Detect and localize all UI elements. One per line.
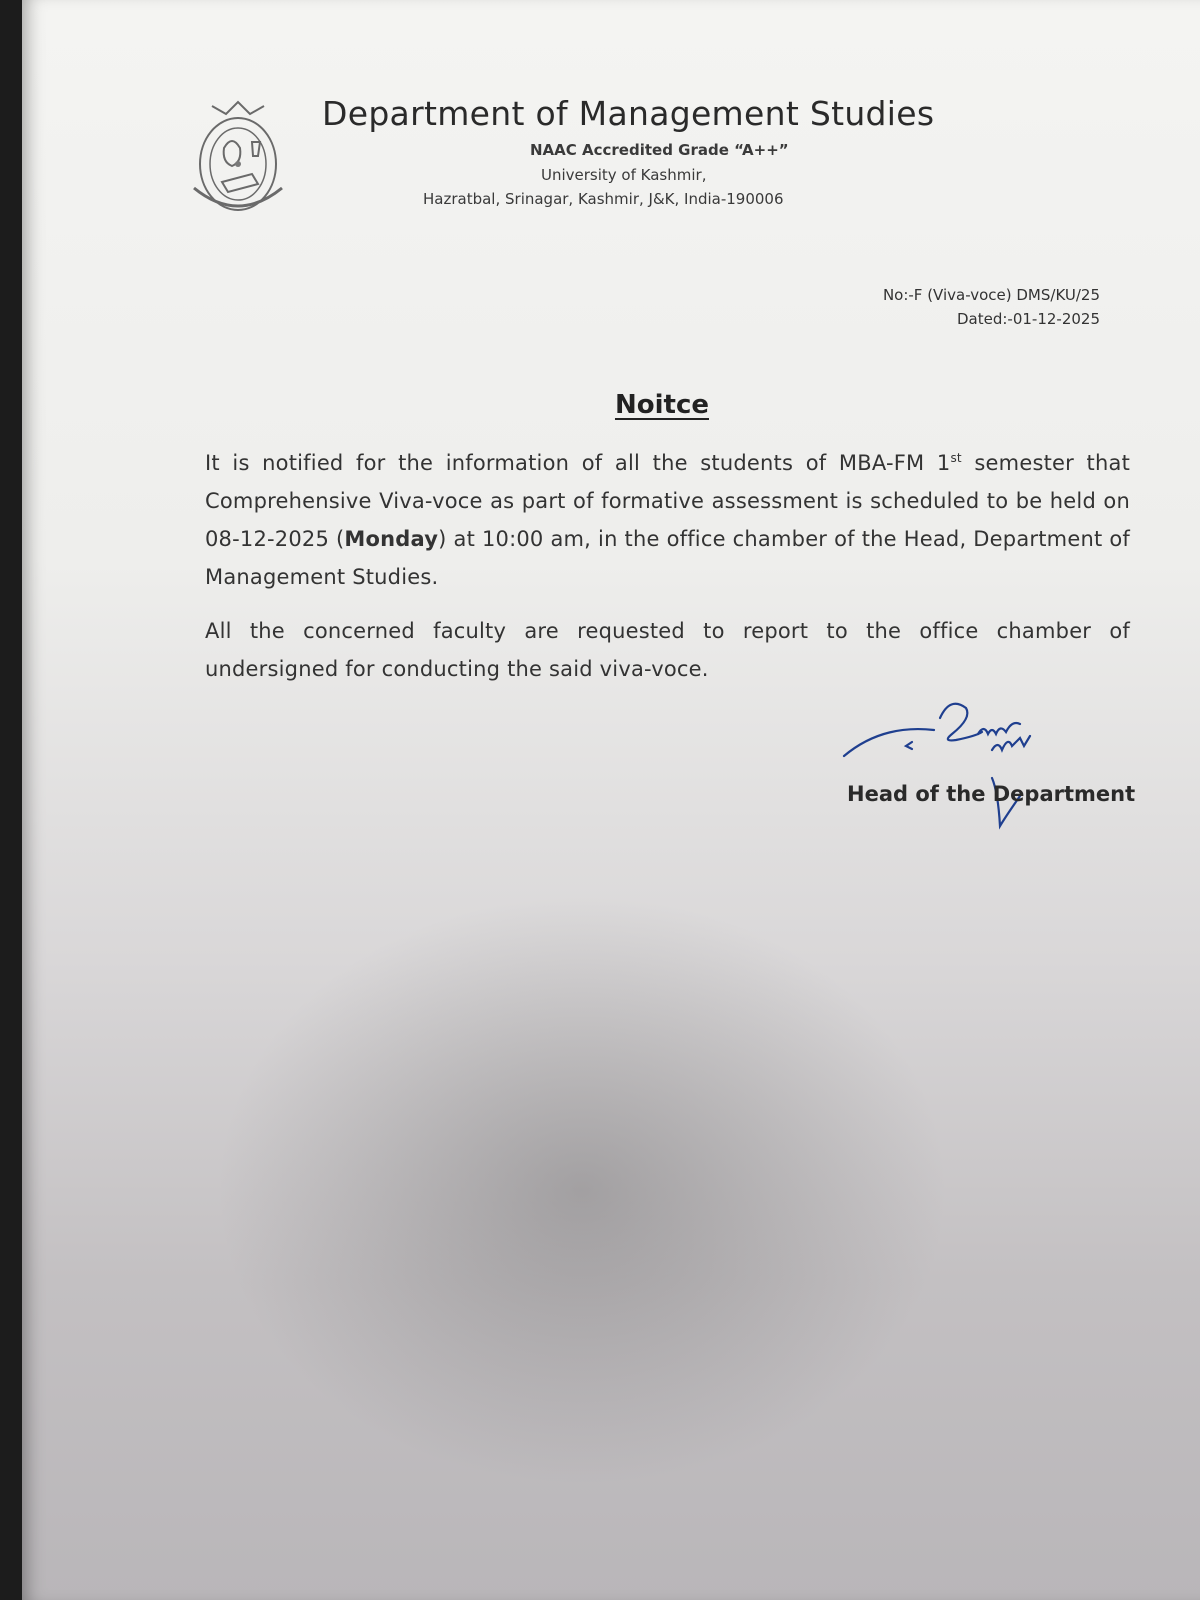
notice-paragraph-1	[205, 444, 1130, 596]
accreditation-line: NAAC Accredited Grade “A++”	[530, 141, 789, 159]
notice-paragraph-2: All the concerned faculty are requested to report to the office chamber of undersigned for conducting the said viva-voce.	[205, 619, 1130, 681]
ordinal-suffix: st	[950, 451, 962, 465]
notice-paper	[22, 0, 1200, 1600]
paragraph-1-text-a: It is notified for the information of all the students of MBA-FM 1	[205, 451, 951, 475]
paragraph-1-text-c: ) at 10:00 am, in the office chamber of the Head, Department of Management Studies.	[205, 527, 1130, 589]
handwritten-signature-icon	[842, 694, 1052, 834]
designation-line: Head of the Department	[847, 782, 1136, 806]
weekday-bold: Monday	[344, 527, 439, 551]
reference-number: No:-F (Viva-voce) DMS/KU/25	[882, 286, 1100, 304]
department-title: Department of Management Studies	[322, 94, 935, 133]
university-line: University of Kashmir,	[541, 166, 707, 184]
reference-date: Dated:-01-12-2025	[956, 310, 1100, 328]
university-seal-icon	[182, 92, 294, 222]
notice-heading: Noitce	[614, 390, 709, 420]
address-line: Hazratbal, Srinagar, Kashmir, J&K, India-190006	[423, 190, 784, 208]
paragraph-1-text-b: semester that Comprehensive Viva-voce as part of formative assessment is scheduled to be held on 08-12-2025 (	[205, 451, 1130, 551]
